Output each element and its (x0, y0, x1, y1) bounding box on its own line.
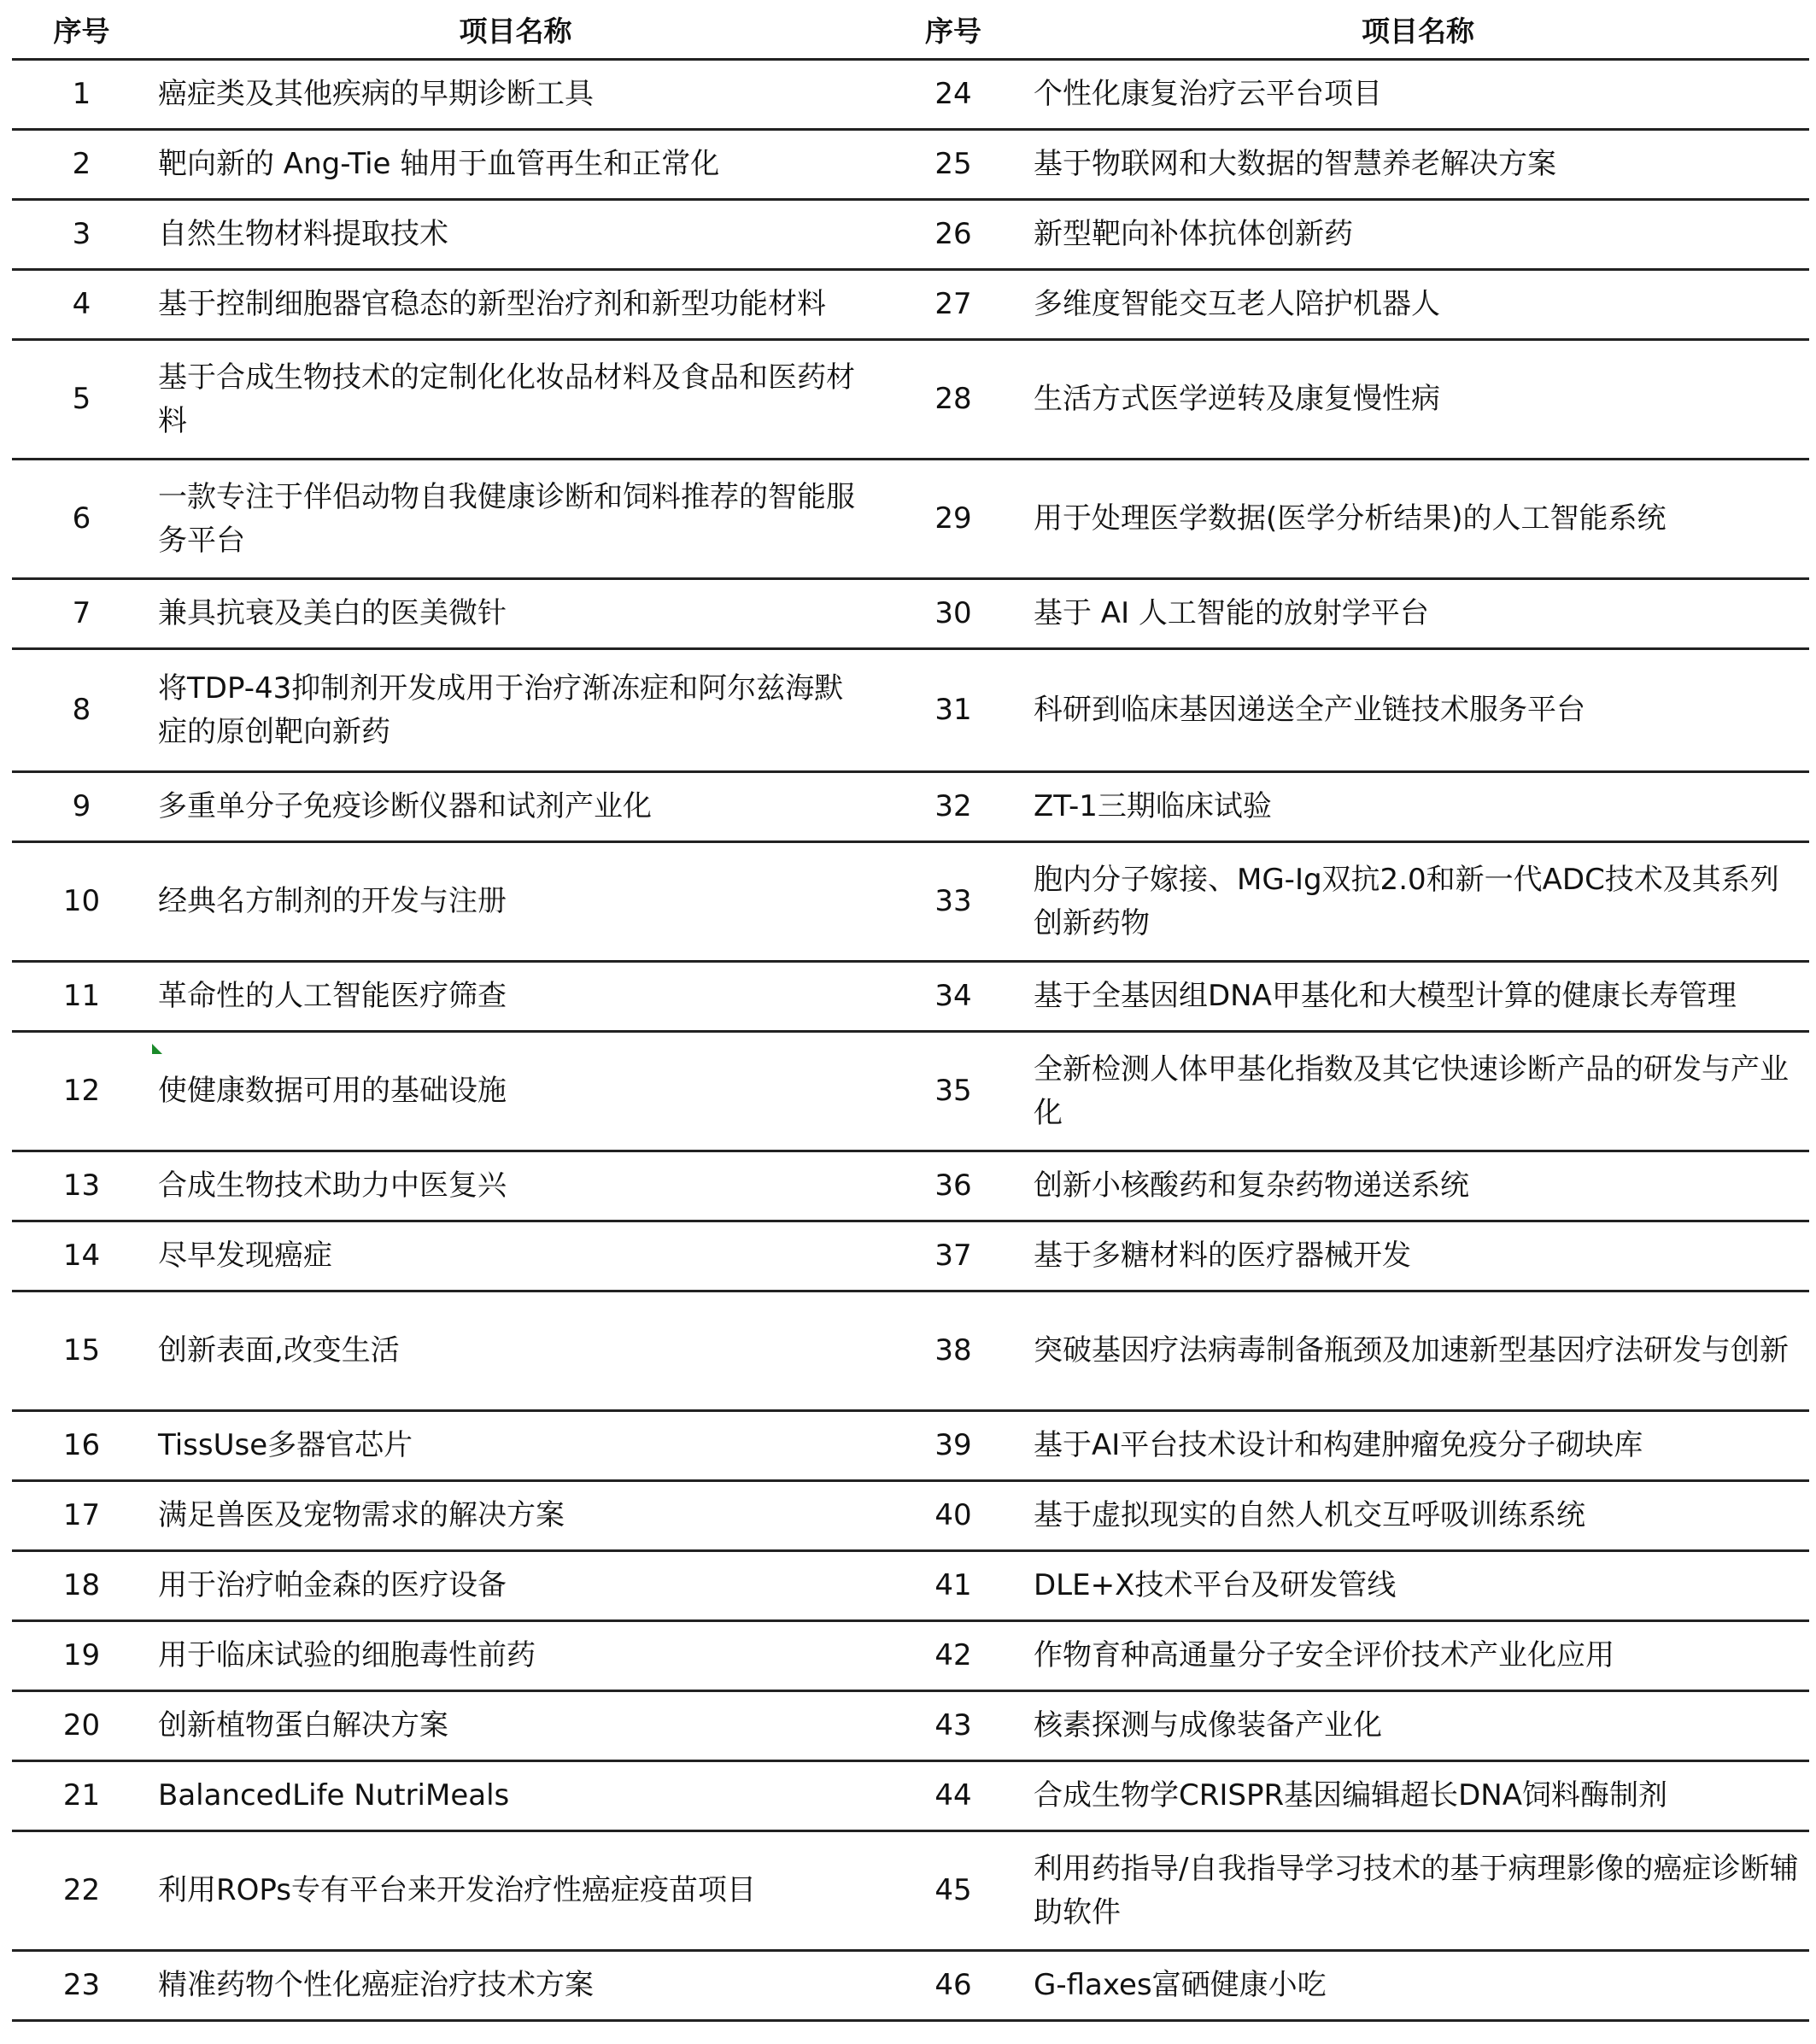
row-num-right: 33 (880, 842, 1027, 962)
row-name-left: 用于治疗帕金森的医疗设备 (151, 1551, 880, 1621)
row-name-left: BalancedLife NutriMeals (151, 1761, 880, 1831)
row-num-right: 26 (880, 200, 1027, 270)
row-num-right: 42 (880, 1621, 1027, 1691)
table-row (12, 1291, 1809, 1411)
cell-comment-marker (152, 1044, 162, 1054)
row-name-left: 兼具抗衰及美白的医美微针 (151, 579, 880, 649)
table-row (12, 1032, 1809, 1151)
table-row (12, 1621, 1809, 1691)
project-table-container (12, 0, 1809, 2022)
row-name-right: 核素探测与成像装备产业化 (1027, 1691, 1809, 1761)
row-num-right: 28 (880, 340, 1027, 460)
row-name-left: 利用ROPs专有平台来开发治疗性癌症疫苗项目 (151, 1831, 880, 1951)
row-name-right: 基于AI平台技术设计和构建肿瘤免疫分子砌块库 (1027, 1411, 1809, 1481)
row-name-right: 基于虚拟现实的自然人机交互呼吸训练系统 (1027, 1481, 1809, 1551)
row-name-left: 创新表面,改变生活 (151, 1291, 880, 1411)
row-num-left: 22 (12, 1831, 151, 1951)
row-name-left: 使健康数据可用的基础设施 (151, 1032, 880, 1151)
row-name-right: ZT-1三期临床试验 (1027, 772, 1809, 842)
row-num-left: 20 (12, 1691, 151, 1761)
header-num-left: 序号 (12, 0, 151, 60)
table-row (12, 1951, 1809, 2021)
row-name-left: 将TDP-43抑制剂开发成用于治疗渐冻症和阿尔兹海默症的原创靶向新药 (151, 649, 880, 772)
table-row (12, 1691, 1809, 1761)
row-name-left: 基于控制细胞器官稳态的新型治疗剂和新型功能材料 (151, 270, 880, 340)
row-name-right: 作物育种高通量分子安全评价技术产业化应用 (1027, 1621, 1809, 1691)
row-num-right: 29 (880, 460, 1027, 579)
row-name-left: 癌症类及其他疾病的早期诊断工具 (151, 60, 880, 130)
row-num-right: 44 (880, 1761, 1027, 1831)
row-name-left: 合成生物技术助力中医复兴 (151, 1151, 880, 1221)
row-name-right: DLE+X技术平台及研发管线 (1027, 1551, 1809, 1621)
header-name-left: 项目名称 (151, 0, 880, 60)
table-row (12, 460, 1809, 579)
row-name-right: 基于全基因组DNA甲基化和大模型计算的健康长寿管理 (1027, 962, 1809, 1032)
row-num-left: 15 (12, 1291, 151, 1411)
row-num-left: 2 (12, 130, 151, 200)
table-row (12, 60, 1809, 130)
table-row (12, 340, 1809, 460)
table-row (12, 1151, 1809, 1221)
row-num-left: 8 (12, 649, 151, 772)
row-name-left: 满足兽医及宠物需求的解决方案 (151, 1481, 880, 1551)
row-num-left: 19 (12, 1621, 151, 1691)
row-name-left: 精准药物个性化癌症治疗技术方案 (151, 1951, 880, 2021)
row-name-right: 突破基因疗法病毒制备瓶颈及加速新型基因疗法研发与创新 (1027, 1291, 1809, 1411)
row-name-left: 基于合成生物技术的定制化化妆品材料及食品和医药材料 (151, 340, 880, 460)
row-num-left: 3 (12, 200, 151, 270)
row-num-right: 45 (880, 1831, 1027, 1951)
row-num-left: 23 (12, 1951, 151, 2021)
row-name-right: 多维度智能交互老人陪护机器人 (1027, 270, 1809, 340)
row-name-left: 多重单分子免疫诊断仪器和试剂产业化 (151, 772, 880, 842)
row-num-left: 18 (12, 1551, 151, 1621)
row-name-right: 利用药指导/自我指导学习技术的基于病理影像的癌症诊断辅助软件 (1027, 1831, 1809, 1951)
row-num-right: 39 (880, 1411, 1027, 1481)
row-name-right: 创新小核酸药和复杂药物递送系统 (1027, 1151, 1809, 1221)
header-name-right: 项目名称 (1027, 0, 1809, 60)
table-row (12, 649, 1809, 772)
row-num-right: 37 (880, 1221, 1027, 1291)
table-row (12, 130, 1809, 200)
row-num-left: 13 (12, 1151, 151, 1221)
row-name-right: 用于处理医学数据(医学分析结果)的人工智能系统 (1027, 460, 1809, 579)
row-num-right: 25 (880, 130, 1027, 200)
row-num-left: 14 (12, 1221, 151, 1291)
row-num-left: 16 (12, 1411, 151, 1481)
row-name-left: 尽早发现癌症 (151, 1221, 880, 1291)
row-name-right: G-flaxes富硒健康小吃 (1027, 1951, 1809, 2021)
row-name-left: 自然生物材料提取技术 (151, 200, 880, 270)
row-num-left: 21 (12, 1761, 151, 1831)
row-num-right: 35 (880, 1032, 1027, 1151)
table-row (12, 1551, 1809, 1621)
row-num-right: 27 (880, 270, 1027, 340)
table-row (12, 200, 1809, 270)
row-name-right: 基于多糖材料的医疗器械开发 (1027, 1221, 1809, 1291)
row-num-left: 17 (12, 1481, 151, 1551)
row-name-left: 一款专注于伴侣动物自我健康诊断和饲料推荐的智能服务平台 (151, 460, 880, 579)
row-num-right: 41 (880, 1551, 1027, 1621)
row-num-left: 9 (12, 772, 151, 842)
row-name-left: TissUse多器官芯片 (151, 1411, 880, 1481)
row-num-right: 46 (880, 1951, 1027, 2021)
header-num-right: 序号 (880, 0, 1027, 60)
row-name-right: 新型靶向补体抗体创新药 (1027, 200, 1809, 270)
row-num-left: 1 (12, 60, 151, 130)
row-name-right: 生活方式医学逆转及康复慢性病 (1027, 340, 1809, 460)
row-name-right: 基于物联网和大数据的智慧养老解决方案 (1027, 130, 1809, 200)
row-num-left: 5 (12, 340, 151, 460)
row-name-right: 个性化康复治疗云平台项目 (1027, 60, 1809, 130)
table-row (12, 1221, 1809, 1291)
table-row (12, 1831, 1809, 1951)
row-name-right: 基于 AI 人工智能的放射学平台 (1027, 579, 1809, 649)
row-num-left: 7 (12, 579, 151, 649)
row-name-right: 科研到临床基因递送全产业链技术服务平台 (1027, 649, 1809, 772)
row-num-left: 12 (12, 1032, 151, 1151)
row-name-right: 全新检测人体甲基化指数及其它快速诊断产品的研发与产业化 (1027, 1032, 1809, 1151)
table-row (12, 842, 1809, 962)
table-header-row (12, 0, 1809, 60)
row-num-left: 6 (12, 460, 151, 579)
table-row (12, 962, 1809, 1032)
table-row (12, 1761, 1809, 1831)
project-table (12, 0, 1809, 2022)
row-num-right: 31 (880, 649, 1027, 772)
row-num-right: 43 (880, 1691, 1027, 1761)
row-num-right: 30 (880, 579, 1027, 649)
row-num-left: 11 (12, 962, 151, 1032)
row-num-right: 24 (880, 60, 1027, 130)
row-num-right: 36 (880, 1151, 1027, 1221)
row-num-left: 10 (12, 842, 151, 962)
row-name-right: 胞内分子嫁接、MG-Ig双抗2.0和新一代ADC技术及其系列创新药物 (1027, 842, 1809, 962)
row-name-left: 用于临床试验的细胞毒性前药 (151, 1621, 880, 1691)
row-name-left: 靶向新的 Ang-Tie 轴用于血管再生和正常化 (151, 130, 880, 200)
table-row (12, 1481, 1809, 1551)
table-row (12, 270, 1809, 340)
table-row (12, 1411, 1809, 1481)
row-name-left: 经典名方制剂的开发与注册 (151, 842, 880, 962)
row-num-right: 40 (880, 1481, 1027, 1551)
table-row (12, 579, 1809, 649)
table-row (12, 772, 1809, 842)
row-num-right: 38 (880, 1291, 1027, 1411)
row-name-left: 革命性的人工智能医疗筛查 (151, 962, 880, 1032)
row-name-right: 合成生物学CRISPR基因编辑超长DNA饲料酶制剂 (1027, 1761, 1809, 1831)
row-name-left: 创新植物蛋白解决方案 (151, 1691, 880, 1761)
row-num-left: 4 (12, 270, 151, 340)
row-num-right: 32 (880, 772, 1027, 842)
row-num-right: 34 (880, 962, 1027, 1032)
